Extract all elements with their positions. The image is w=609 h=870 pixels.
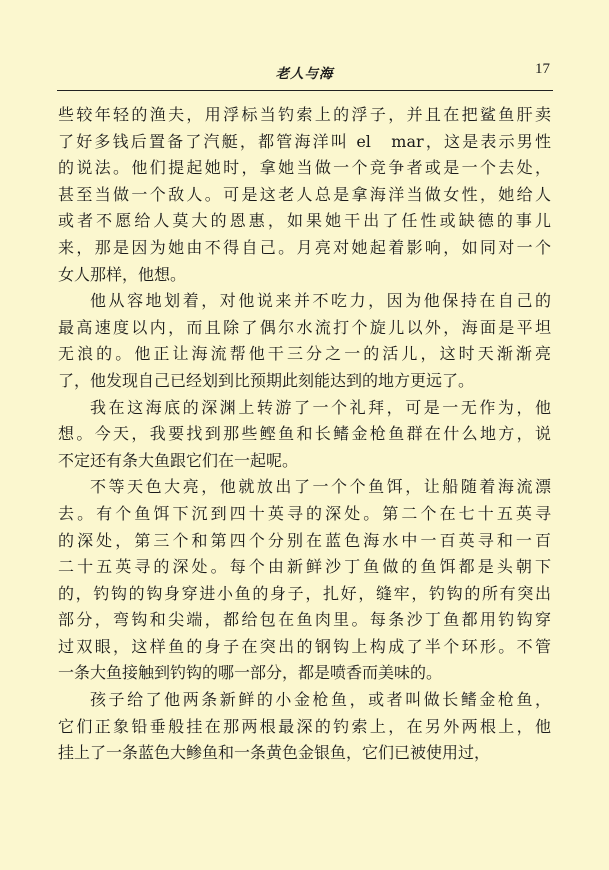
body-text bbox=[58, 102, 551, 767]
text-line: 它们正象铅垂般挂在那两根最深的钓索上，在另外两根上，他 bbox=[58, 716, 551, 736]
text-line: 去。有个鱼饵下沉到四十英寻的深处。第二个在七十五英寻 bbox=[58, 503, 551, 523]
paragraph bbox=[58, 395, 551, 475]
running-header bbox=[57, 58, 552, 80]
text-line: 不定还有条大鱼跟它们在一起呢。 bbox=[58, 450, 299, 470]
text-line: 孩子给了他两条新鲜的小金枪鱼，或者叫做长鳍金枪鱼， bbox=[90, 690, 551, 710]
text-line: 挂上了一条蓝色大鲹鱼和一条黄色金银鱼，它们已被使用过， bbox=[58, 743, 491, 763]
paragraph bbox=[58, 474, 551, 687]
text-line: 二十五英寻的深处。每个由新鲜沙丁鱼做的鱼饵都是头朝下 bbox=[58, 557, 551, 577]
text-line: 一条大鱼接触到钓钩的哪一部分，都是喷香而美味的。 bbox=[58, 663, 443, 683]
page-number: 17 bbox=[535, 61, 550, 77]
text-line: 部分，弯钩和尖端，都给包在鱼肉里。每条沙丁鱼都用钓钩穿 bbox=[58, 610, 551, 630]
paragraph bbox=[58, 288, 551, 394]
text-line: 过双眼，这样鱼的身子在突出的钢钩上构成了半个环形。不管 bbox=[58, 636, 551, 656]
text-line: 的说法。他们提起她时，拿她当做一个竞争者或是一个去处， bbox=[58, 158, 551, 178]
text-line: 的深处，第三个和第四个分别在蓝色海水中一百英寻和一百 bbox=[58, 530, 551, 550]
header-rule bbox=[57, 90, 553, 91]
paragraph bbox=[58, 687, 551, 767]
text-line: 不等天色大亮，他就放出了一个个鱼饵，让船随着海流漂 bbox=[90, 477, 551, 497]
text-line: 来，那是因为她由不得自己。月亮对她起着影响，如同对一个 bbox=[58, 237, 551, 257]
book-title: 老人与海 bbox=[275, 66, 334, 82]
text-line: 想。今天，我要找到那些鲣鱼和长鳍金枪鱼群在什么地方，说 bbox=[58, 424, 551, 444]
text-line: 甚至当做一个敌人。可是这老人总是拿海洋当做女性，她给人 bbox=[58, 184, 551, 204]
text-line: 最高速度以内，而且除了偶尔水流打个旋儿以外，海面是平坦 bbox=[58, 317, 551, 337]
text-line: 他从容地划着，对他说来并不吃力，因为他保持在自己的 bbox=[90, 291, 551, 311]
text-line: 女人那样，他想。 bbox=[58, 264, 187, 284]
paragraph bbox=[58, 102, 551, 288]
text-line: 我在这海底的深渊上转游了一个礼拜，可是一无作为，他 bbox=[90, 397, 551, 417]
text-line: 无浪的。他正让海流帮他干三分之一的活儿，这时天渐渐亮 bbox=[58, 344, 551, 364]
text-line: 些较年轻的渔夫，用浮标当钓索上的浮子，并且在把鲨鱼肝卖 bbox=[58, 105, 551, 124]
text-line: 或者不愿给人莫大的恩惠，如果她干出了任性或缺德的事儿 bbox=[58, 211, 551, 231]
text-line: 了，他发现自己已经划到比预期此刻能达到的地方更远了。 bbox=[58, 370, 475, 390]
text-line: 了好多钱后置备了汽艇，都管海洋叫 el mar，这是表示男性 bbox=[58, 131, 551, 151]
text-line: 的，钓钩的钩身穿进小鱼的身子，扎好，缝牢，钓钩的所有突出 bbox=[58, 583, 551, 603]
